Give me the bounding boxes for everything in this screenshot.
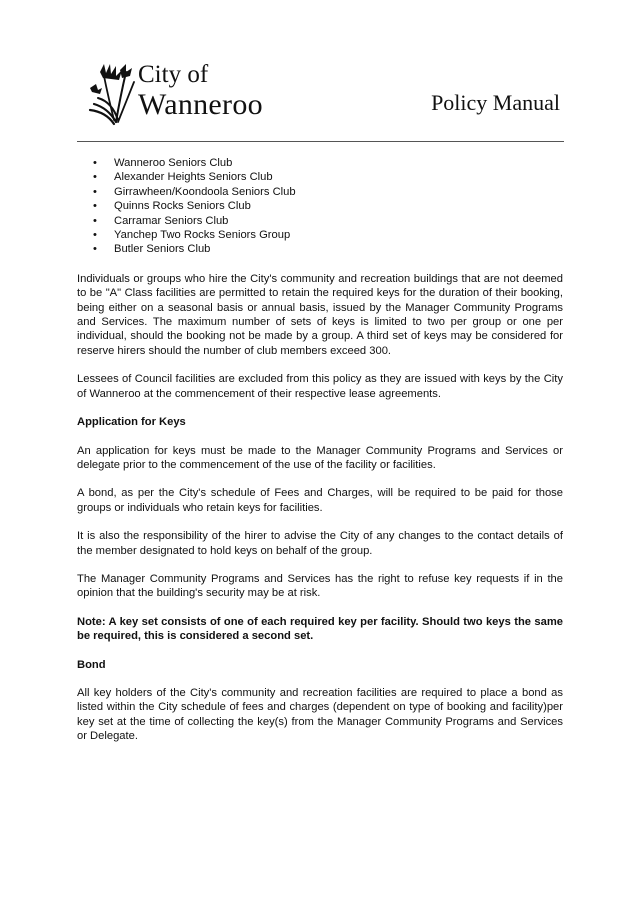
page-header — [86, 58, 564, 130]
document-title: Policy Manual — [431, 90, 560, 115]
list-item: • Yanchep Two Rocks Seniors Group — [77, 228, 563, 242]
list-item: • Alexander Heights Seniors Club — [77, 170, 563, 184]
logo-city-of-text: City of — [138, 61, 209, 88]
logo-wanneroo-text: Wanneroo — [138, 88, 263, 121]
document-body — [77, 156, 563, 744]
seniors-club-list — [77, 156, 563, 257]
note-key-set: Note: A key set consists of one of each required key per facility. Should two keys the same be required, this is considered a second set. — [77, 615, 563, 643]
list-item: • Wanneroo Seniors Club — [77, 156, 563, 170]
paragraph-application: An application for keys must be made to the Manager Community Programs and Services or delegate prior to the commencement of the use of the facility or facilities. — [77, 444, 563, 471]
list-item: • Carramar Seniors Club — [77, 214, 563, 228]
heading-application-for-keys: Application for Keys — [77, 416, 186, 429]
list-item: • Quinns Rocks Seniors Club — [77, 199, 563, 213]
list-item: • Butler Seniors Club — [77, 242, 563, 256]
header-divider — [77, 141, 564, 142]
paragraph-bond-fees: A bond, as per the City's schedule of Fees and Charges, will be required to be paid for those groups or individuals who retain keys for facilities. — [77, 487, 563, 514]
heading-bond: Bond — [77, 658, 106, 671]
kangaroo-paw-logo-icon — [86, 58, 144, 126]
paragraph-bond: All key holders of the City's community and recreation facilities are required to place a bond as listed within the City schedule of fees and charges (dependent on type of booking and facility)per key set at the time of collecting the key(s) from the Manager Community Programs and Services or Delegate. — [77, 686, 563, 743]
list-item: • Girrawheen/Koondoola Seniors Club — [77, 185, 563, 199]
paragraph-refuse-requests: The Manager Community Programs and Services has the right to refuse key requests if in the opinion that the building's security may be at risk. — [77, 572, 563, 600]
paragraph-key-retention: Individuals or groups who hire the City's community and recreation buildings that are not deemed to be "A" Class facilities are permitted to retain the required keys for the duration of their booking, being either on a seasonal basis or annual basis, issued by the Manager Community Programs and Services. The maximum number of sets of keys is limited to two per group or one per individual, should the booking not be made by a group. A third set of keys may be considered for reserve hirers should the number of club members exceed 300. — [77, 272, 563, 357]
paragraph-lessees: Lessees of Council facilities are excluded from this policy as they are issued with keys by the City of Wanneroo at the commencement of their respective lease agreements. — [77, 373, 563, 400]
paragraph-hirer-responsibility: It is also the responsibility of the hirer to advise the City of any changes to the contact details of the member designated to hold keys on behalf of the group. — [77, 530, 563, 557]
